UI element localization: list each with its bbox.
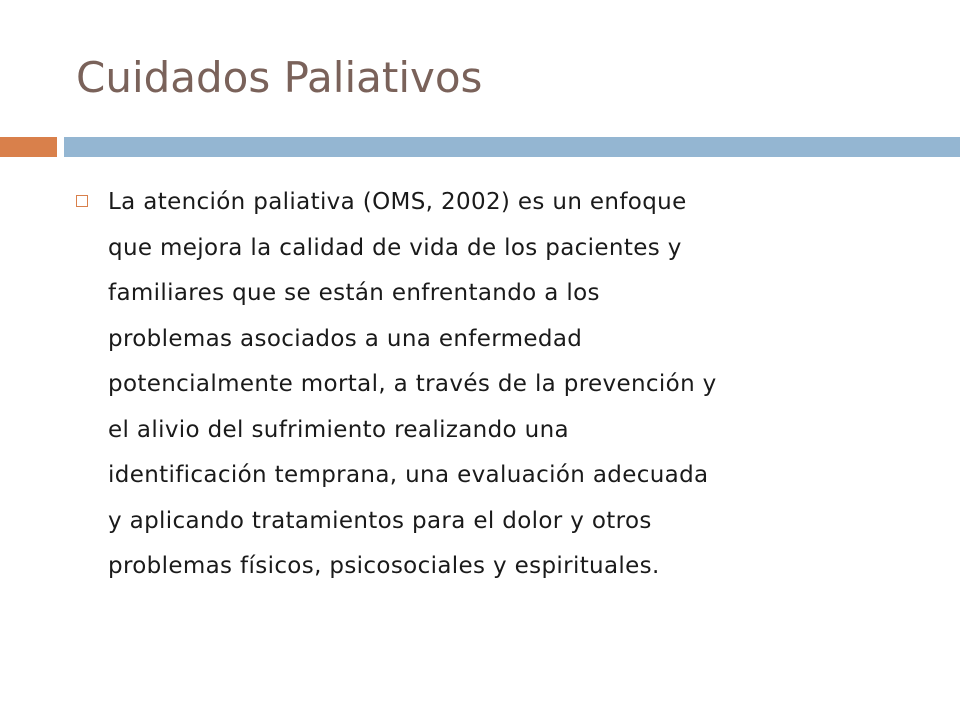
bullet-line: el alivio del sufrimiento realizando una — [108, 416, 569, 443]
title-rule-bar — [64, 137, 960, 157]
bullet-line: familiares que se están enfrentando a los — [108, 280, 600, 306]
hollow-square-bullet-icon — [76, 195, 88, 207]
bullet-line: La atención paliativa (OMS, 2002) es un enfoque — [108, 189, 687, 215]
slide-title: Cuidados Paliativos — [76, 53, 483, 102]
bullet-line: problemas físicos, psicosociales y espirituales. — [108, 553, 660, 579]
title-accent-bar — [0, 137, 57, 157]
bullet-line: potencialmente mortal, a través de la prevención y — [108, 371, 717, 397]
bullet-line: identificación temprana, una evaluación adecuada — [108, 462, 709, 488]
bullet-line: que mejora la calidad de vida de los pacientes y — [108, 234, 682, 261]
bullet-line: problemas asociados a una enfermedad — [108, 325, 583, 352]
bullet-text — [108, 180, 908, 590]
bullet-line: y aplicando tratamientos para el dolor y otros — [108, 507, 652, 534]
